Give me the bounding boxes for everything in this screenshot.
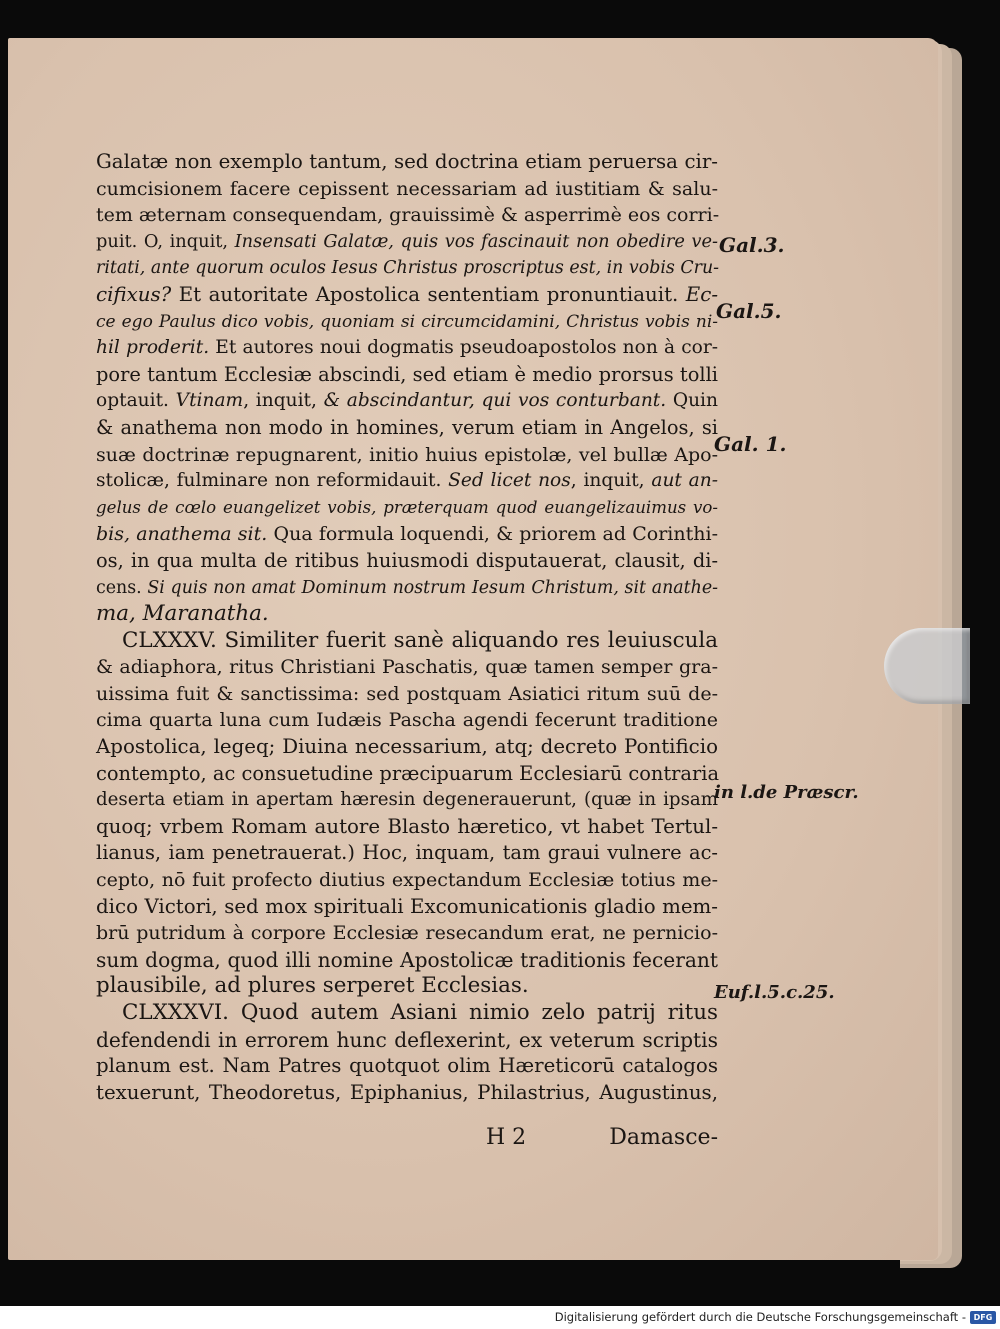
text-line xyxy=(96,1080,718,1107)
italic-text: Vtinam xyxy=(175,390,244,412)
text-line xyxy=(96,787,718,814)
text-segment: os, in qua multa de ritibus huiusmodi disputauerat, clausit, di- xyxy=(96,548,718,572)
text-line xyxy=(96,149,718,176)
text-line xyxy=(96,601,718,628)
text-segment: cima quarta luna cum Iudæis Pascha agendi fecerunt traditione xyxy=(96,709,718,732)
text-segment: , inquit, xyxy=(570,470,652,492)
text-segment: cepto, nō fuit profecto diutius expectandum Ecclesiæ totius me- xyxy=(96,869,718,892)
text-line xyxy=(96,202,718,229)
text-line xyxy=(96,707,718,734)
text-segment: Et autoritate Apostolica sententiam pronuntiauit. xyxy=(171,282,686,306)
text-line xyxy=(96,867,718,894)
text-segment: planum est. Nam Patres quotquot olim Hæreticorū catalogos xyxy=(96,1054,718,1078)
text-line xyxy=(96,1000,718,1027)
text-line xyxy=(96,282,718,309)
text-line xyxy=(96,1053,718,1080)
italic-text: Si quis non amat Dominum nostrum Iesum Christum, sit anathe- xyxy=(147,577,719,598)
italic-text: bis, anathema sit. xyxy=(96,523,268,546)
text-segment: sum dogma, quod illi nomine Apostolicæ traditionis fecerant xyxy=(96,947,718,972)
text-segment: contempto, ac consuetudine præcipuarum Ecclesiarū contraria xyxy=(96,761,720,785)
text-line xyxy=(96,947,718,974)
text-line xyxy=(96,309,718,336)
text-line xyxy=(96,468,718,495)
text-segment: plausibile, ad plures serperet Ecclesias. xyxy=(96,973,529,999)
text-segment: texuerunt, Theodoretus, Epiphanius, Philastrius, Augustinus, xyxy=(96,1080,718,1104)
italic-text: aut an- xyxy=(651,470,718,492)
text-segment: lianus, iam penetrauerat.) Hoc, inquam, tam graui vulnere ac- xyxy=(96,841,718,865)
text-segment: Qua formula loquendi, & priorem ad Corinthi- xyxy=(267,523,718,546)
text-line xyxy=(96,894,718,921)
text-line xyxy=(96,176,718,203)
text-segment: puit. O, inquit, xyxy=(96,230,235,252)
text-line xyxy=(96,681,718,708)
text-segment: optauit. xyxy=(96,390,176,412)
text-segment: , inquit, xyxy=(243,390,324,412)
text-segment: tem æternam consequendam, grauissimè & asperrimè eos corri- xyxy=(96,204,720,227)
margin-note-eusebius: Euf.l.5.c.25. xyxy=(714,982,835,1003)
text-line xyxy=(96,495,718,522)
page-signature-line xyxy=(486,1125,718,1150)
text-line xyxy=(96,575,718,602)
dfg-logo-icon: DFG xyxy=(970,1311,996,1324)
italic-text: ma, Maranatha. xyxy=(96,601,269,627)
margin-note-tertullian: in l.de Præscr. xyxy=(714,782,859,803)
text-segment: cumcisionem facere cepissent necessariam ad iustitiam & salu- xyxy=(96,177,718,200)
text-line xyxy=(96,1027,718,1054)
margin-note-gal1: Gal. 1. xyxy=(714,432,787,456)
text-line xyxy=(96,628,718,655)
text-segment: Apostolica, legeq; Diuina necessarium, atq; decreto Pontificio xyxy=(96,735,718,759)
signature-mark: H 2 xyxy=(486,1125,527,1150)
footer-credit: Digitalisierung gefördert durch die Deutsche Forschungsgemeinschaft - xyxy=(554,1310,966,1324)
text-line xyxy=(96,734,718,761)
text-line xyxy=(96,388,718,415)
italic-text: ce ego Paulus dico vobis, quoniam si circumcidamini, Christus vobis ni- xyxy=(96,311,718,332)
text-segment: dico Victori, sed mox spirituali Excomunicationis gladio mem- xyxy=(96,894,718,918)
text-segment: CLXXXV. Similiter fuerit sanè aliquando res leuiuscula xyxy=(122,627,718,653)
text-segment: pore tantum Ecclesiæ abscindi, sed etiam è medio prorsus tolli xyxy=(96,362,718,386)
text-segment: Galatæ non exemplo tantum, sed doctrina etiam peruersa cir- xyxy=(96,150,718,173)
text-segment: defendendi in errorem hunc deflexerint, ex veterum scriptis xyxy=(96,1027,718,1052)
text-line xyxy=(96,920,718,947)
italic-text: Insensati Galatæ, quis vos fascinauit non obedire ve- xyxy=(234,230,718,252)
book-page xyxy=(8,38,938,1260)
text-segment: quoq; vrbem Romam autore Blasto hæretico, vt habet Tertul- xyxy=(96,814,718,838)
italic-text: Sed licet nos xyxy=(448,470,571,492)
body-text xyxy=(96,149,718,1106)
text-line xyxy=(96,229,718,256)
text-segment: Quin xyxy=(666,390,718,412)
page-clip xyxy=(884,628,970,704)
text-line xyxy=(96,973,718,1000)
text-segment: & anathema non modo in homines, verum etiam in Angelos, si xyxy=(96,415,718,439)
margin-note-gal3: Gal.3. xyxy=(719,233,785,257)
italic-text: hil proderit. xyxy=(96,337,210,359)
text-segment: stolicæ, fulminare non reformidauit. xyxy=(96,470,449,492)
text-line xyxy=(96,548,718,575)
text-segment: suæ doctrinæ repugnarent, initio huius epistolæ, vel bullæ Apo- xyxy=(96,443,718,466)
text-segment: uissima fuit & sanctissima: sed postquam Asiatici ritum suū de- xyxy=(96,682,718,705)
text-line xyxy=(96,335,718,362)
text-line xyxy=(96,814,718,841)
catchword: Damasce- xyxy=(609,1125,718,1150)
text-line xyxy=(96,521,718,548)
italic-text: & abscindantur, qui vos conturbant. xyxy=(323,390,667,412)
text-line xyxy=(96,362,718,389)
text-line xyxy=(96,415,718,442)
text-line xyxy=(96,840,718,867)
text-line xyxy=(96,761,718,788)
text-segment: cens. xyxy=(96,577,148,598)
text-segment: Et autores noui dogmatis pseudoapostolos non à cor- xyxy=(209,337,718,359)
text-line xyxy=(96,442,718,469)
text-segment: & adiaphora, ritus Christiani Paschatis, quæ tamen semper gra- xyxy=(96,656,718,679)
text-line xyxy=(96,255,718,282)
italic-text: gelus de cœlo euangelizet vobis, præterquam quod euangelizauimus vo- xyxy=(96,497,718,517)
italic-text: cifixus? xyxy=(96,282,172,306)
italic-text: ritati, ante quorum oculos Iesus Christus proscriptus est, in vobis Cru- xyxy=(96,258,720,279)
text-segment: CLXXXVI. Quod autem Asiani nimio zelo patrij ritus xyxy=(122,1000,718,1025)
margin-note-gal5: Gal.5. xyxy=(716,299,782,323)
text-line xyxy=(96,654,718,681)
text-segment: deserta etiam in apertam hæresin degenerauerunt, (quæ in ipsam xyxy=(96,789,718,811)
text-segment: brū putridum à corpore Ecclesiæ resecandum erat, ne pernicio- xyxy=(96,922,718,945)
footer-bar xyxy=(0,1306,1000,1329)
italic-text: Ec- xyxy=(685,282,718,306)
